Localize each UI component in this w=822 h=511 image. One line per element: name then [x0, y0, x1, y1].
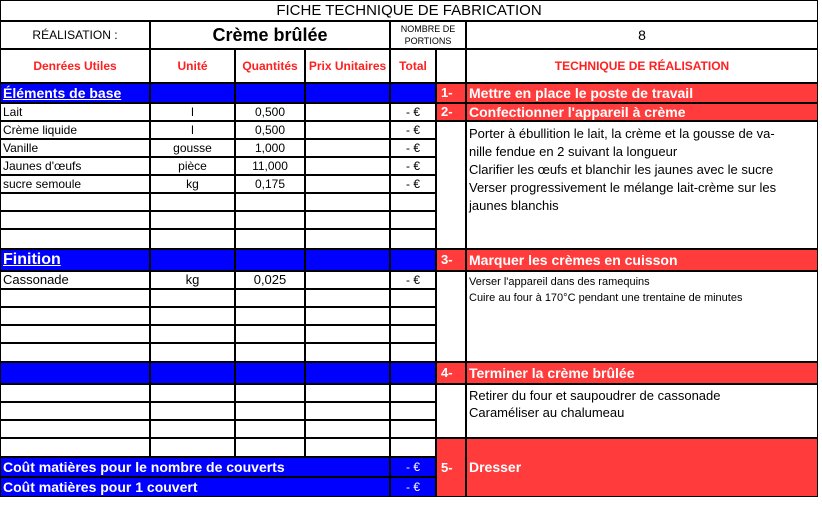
- step-3-number: 3-: [436, 249, 466, 271]
- cost-total-label: Coût matières pour le nombre de couverts: [0, 457, 390, 477]
- step-5-number: 5-: [436, 438, 466, 497]
- empty-cell[interactable]: [390, 193, 436, 211]
- step-1-number: 1-: [436, 83, 466, 103]
- empty-cell[interactable]: [305, 307, 390, 325]
- ingredient-name: sucre semoule: [0, 175, 150, 193]
- step-2-line: Clarifier les œufs et blanchir les jaunes avec le sucre: [469, 162, 774, 177]
- empty-cell[interactable]: [150, 420, 235, 438]
- empty-cell[interactable]: [150, 343, 235, 362]
- empty-cell[interactable]: [0, 211, 150, 229]
- portions-value: 8: [466, 21, 818, 49]
- ingredient-unit: kg: [150, 175, 235, 193]
- empty-cell[interactable]: [390, 384, 436, 402]
- step-1-title: Mettre en place le poste de travail: [466, 83, 818, 103]
- empty-cell[interactable]: [235, 384, 305, 402]
- empty-cell[interactable]: [235, 420, 305, 438]
- empty-cell[interactable]: [390, 307, 436, 325]
- ingredient-price[interactable]: [305, 103, 390, 121]
- empty-cell[interactable]: [0, 438, 150, 457]
- ingredient-total: - €: [390, 175, 436, 193]
- empty-cell[interactable]: [0, 289, 150, 307]
- empty-cell[interactable]: [305, 211, 390, 229]
- empty-cell[interactable]: [305, 384, 390, 402]
- ingredient-unit: l: [150, 121, 235, 139]
- cost-total-value: - €: [390, 457, 436, 477]
- empty-cell[interactable]: [0, 343, 150, 362]
- section-elements-de-base: Éléments de base: [0, 83, 150, 103]
- empty-cell[interactable]: [305, 420, 390, 438]
- empty-cell[interactable]: [0, 420, 150, 438]
- header-technique: TECHNIQUE DE RÉALISATION: [466, 49, 818, 83]
- step-2-line: jaunes blanchis: [469, 198, 559, 213]
- ingredient-price[interactable]: [305, 271, 390, 289]
- ingredient-unit: l: [150, 103, 235, 121]
- ingredient-price[interactable]: [305, 121, 390, 139]
- portions-label: NOMBRE DE PORTIONS: [390, 21, 466, 49]
- ingredient-qty: 1,000: [235, 139, 305, 157]
- step-5-title: Dresser: [466, 438, 818, 497]
- step-4-title: Terminer la crème brûlée: [466, 362, 818, 384]
- header-quantites: Quantités: [235, 49, 305, 83]
- empty-cell[interactable]: [235, 307, 305, 325]
- step-2-line: Verser progressivement le mélange lait-crème sur les: [469, 180, 777, 195]
- ingredient-total: - €: [390, 121, 436, 139]
- empty-cell[interactable]: [235, 402, 305, 420]
- step-3-text: [466, 271, 818, 362]
- ingredient-name: Jaunes d'œufs: [0, 157, 150, 175]
- step-4-line: Caraméliser au chalumeau: [469, 405, 625, 420]
- step-4-blank: [436, 384, 466, 438]
- step-2-title: Confectionner l'appareil à crème: [466, 103, 818, 121]
- section-blue-fill: [305, 362, 390, 384]
- step-4-line: Retirer du four et saupoudrer de cassonade: [469, 388, 721, 403]
- ingredient-total: - €: [390, 103, 436, 121]
- ingredient-unit: kg: [150, 271, 235, 289]
- step-4-number: 4-: [436, 362, 466, 384]
- ingredient-qty: 0,500: [235, 103, 305, 121]
- section-blue-fill: [390, 83, 436, 103]
- ingredient-unit: pièce: [150, 157, 235, 175]
- ingredient-name: Crème liquide: [0, 121, 150, 139]
- section-blue-fill: [305, 249, 390, 271]
- empty-cell[interactable]: [0, 193, 150, 211]
- ingredient-qty: 0,500: [235, 121, 305, 139]
- header-denrees: Denrées Utiles: [0, 49, 150, 83]
- empty-cell[interactable]: [235, 325, 305, 343]
- empty-cell[interactable]: [390, 420, 436, 438]
- ingredient-price[interactable]: [305, 175, 390, 193]
- section-blue-fill: [235, 249, 305, 271]
- section-blue-fill: [150, 362, 235, 384]
- section-blue-fill: [150, 249, 235, 271]
- ingredient-name: Cassonade: [0, 271, 150, 289]
- empty-cell[interactable]: [0, 384, 150, 402]
- section-finition: Finition: [0, 249, 150, 271]
- empty-cell[interactable]: [150, 193, 235, 211]
- step-2-text: [466, 121, 818, 249]
- empty-cell[interactable]: [150, 211, 235, 229]
- empty-cell[interactable]: [305, 343, 390, 362]
- ingredient-price[interactable]: [305, 139, 390, 157]
- ingredient-total: - €: [390, 139, 436, 157]
- empty-cell[interactable]: [150, 402, 235, 420]
- empty-cell[interactable]: [150, 438, 235, 457]
- section-blue-fill: [0, 362, 150, 384]
- empty-cell[interactable]: [0, 307, 150, 325]
- empty-cell[interactable]: [150, 289, 235, 307]
- empty-cell[interactable]: [390, 343, 436, 362]
- empty-cell[interactable]: [390, 229, 436, 249]
- step-2-number: 2-: [436, 103, 466, 121]
- empty-cell[interactable]: [0, 402, 150, 420]
- empty-cell[interactable]: [390, 325, 436, 343]
- step-2-line: Porter à ébullition le lait, la crème et la gousse de va-: [469, 126, 775, 141]
- empty-cell[interactable]: [235, 438, 305, 457]
- step-3-title: Marquer les crèmes en cuisson: [466, 249, 818, 271]
- sheet-title: FICHE TECHNIQUE DE FABRICATION: [0, 0, 818, 21]
- empty-cell[interactable]: [150, 307, 235, 325]
- empty-cell[interactable]: [390, 211, 436, 229]
- step-3-line: Verser l'appareil dans des ramequins: [469, 276, 650, 288]
- header-unite: Unité: [150, 49, 235, 83]
- ingredient-name: Lait: [0, 103, 150, 121]
- section-blue-fill: [390, 249, 436, 271]
- step-2-line: nille fendue en 2 suivant la longueur: [469, 144, 678, 159]
- ingredient-qty: 0,175: [235, 175, 305, 193]
- ingredient-unit: gousse: [150, 139, 235, 157]
- step-2-blank: [436, 121, 466, 249]
- realisation-label: RÉALISATION :: [0, 21, 150, 49]
- empty-cell[interactable]: [235, 343, 305, 362]
- ingredient-name: Vanille: [0, 139, 150, 157]
- step-4-text: [466, 384, 818, 438]
- step-3-blank: [436, 271, 466, 362]
- empty-cell[interactable]: [0, 229, 150, 249]
- ingredient-price[interactable]: [305, 157, 390, 175]
- cost-per-cover-value: - €: [390, 477, 436, 497]
- recipe-name: Crème brûlée: [150, 21, 390, 49]
- step-3-line: Cuire au four à 170°C pendant une trentaine de minutes: [469, 292, 743, 304]
- section-blue-fill: [235, 362, 305, 384]
- empty-cell[interactable]: [150, 325, 235, 343]
- empty-cell[interactable]: [235, 289, 305, 307]
- ingredient-qty: 11,000: [235, 157, 305, 175]
- empty-cell[interactable]: [390, 402, 436, 420]
- empty-cell[interactable]: [150, 384, 235, 402]
- empty-cell[interactable]: [235, 193, 305, 211]
- empty-cell[interactable]: [305, 325, 390, 343]
- empty-cell[interactable]: [305, 229, 390, 249]
- empty-cell[interactable]: [390, 438, 436, 457]
- header-blank: [436, 49, 466, 83]
- ingredient-total: - €: [390, 157, 436, 175]
- empty-cell[interactable]: [150, 229, 235, 249]
- empty-cell[interactable]: [305, 193, 390, 211]
- header-total: Total: [390, 49, 436, 83]
- ingredient-qty: 0,025: [235, 271, 305, 289]
- empty-cell[interactable]: [305, 289, 390, 307]
- section-blue-fill: [305, 83, 390, 103]
- cost-per-cover-label: Coût matières pour 1 couvert: [0, 477, 390, 497]
- empty-cell[interactable]: [0, 325, 150, 343]
- section-blue-fill: [150, 83, 235, 103]
- ingredient-total: - €: [390, 271, 436, 289]
- section-blue-fill: [235, 83, 305, 103]
- empty-cell[interactable]: [305, 438, 390, 457]
- header-prix: Prix Unitaires: [305, 49, 390, 83]
- empty-cell[interactable]: [235, 211, 305, 229]
- empty-cell[interactable]: [235, 229, 305, 249]
- section-blue-fill: [390, 362, 436, 384]
- empty-cell[interactable]: [390, 289, 436, 307]
- empty-cell[interactable]: [305, 402, 390, 420]
